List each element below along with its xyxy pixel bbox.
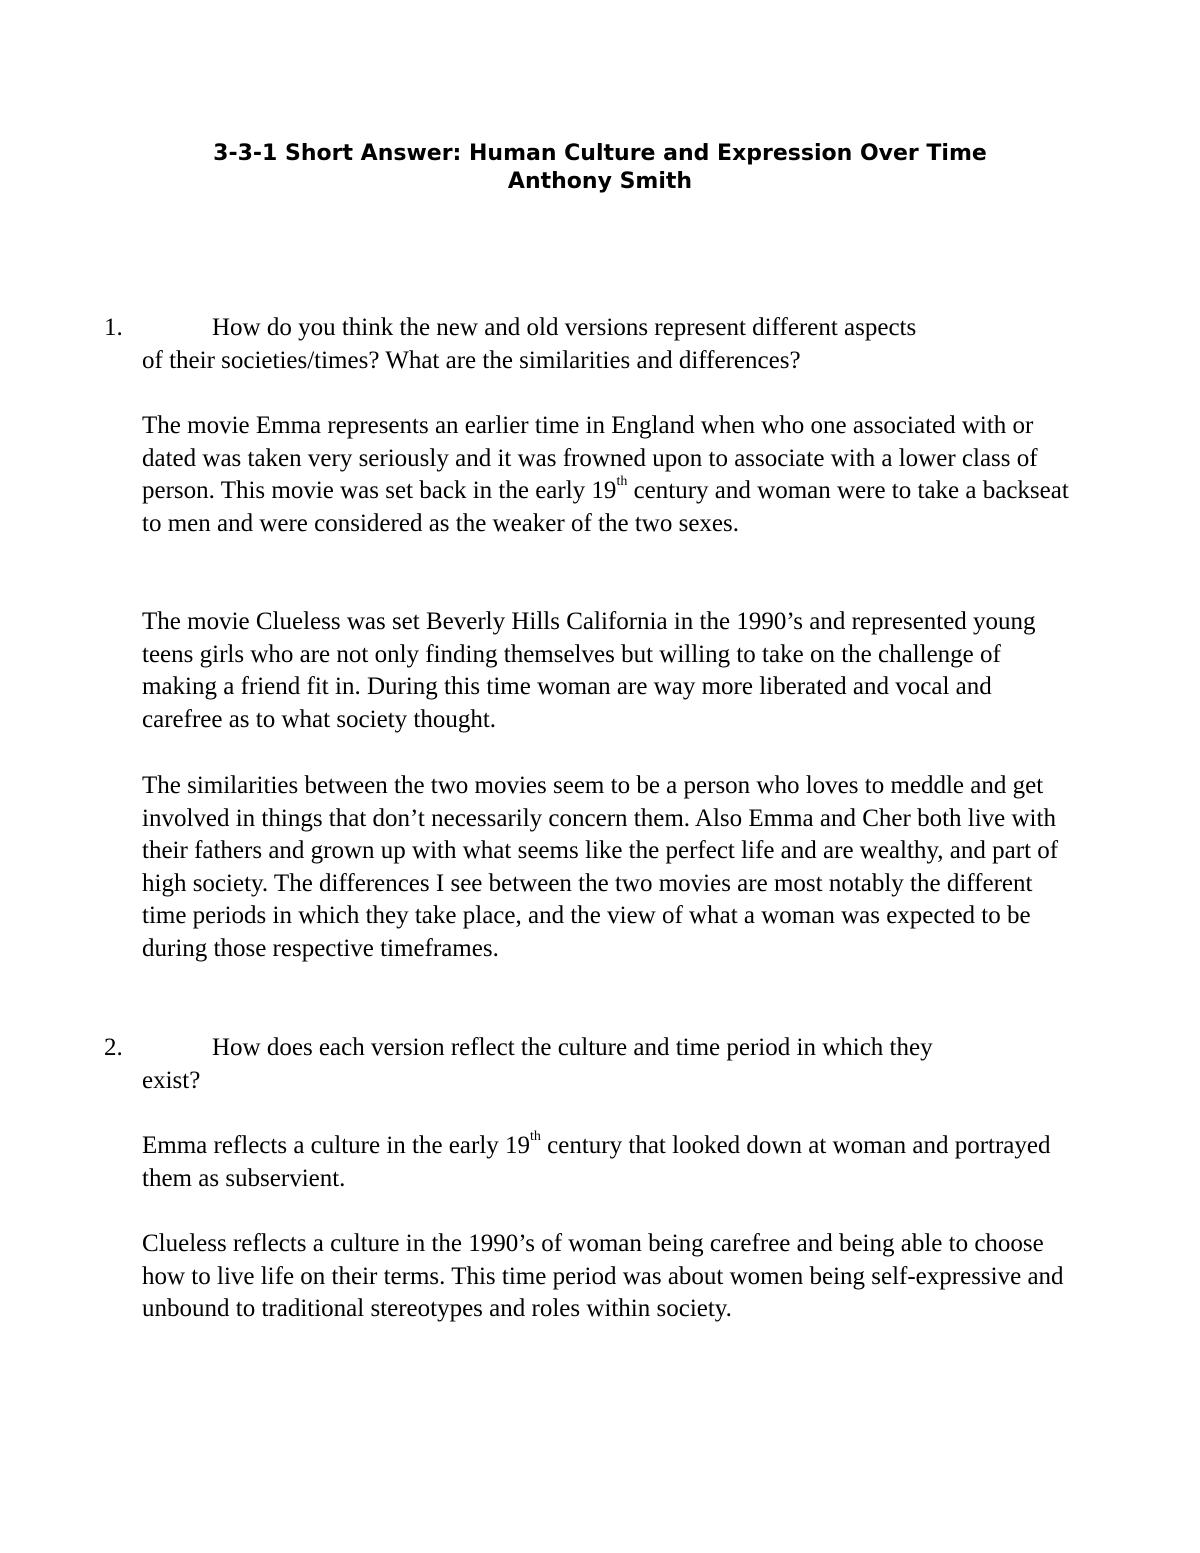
- document-author: Anthony Smith: [507, 169, 693, 194]
- answer-text: century and woman were to take a backseat to men and were considered as the weaker of the two sexes.: [142, 477, 1069, 537]
- answer-text: The movie Emma represents an earlier time in England when who one associated with or dated was taken very seriously and it was frowned upon to associate with a lower class of person. This movie was set back in the early 19: [142, 412, 1038, 505]
- question-prompt-line1: How do you think the new and old versions represent different aspects: [212, 314, 917, 341]
- question-number: 1.: [104, 314, 123, 341]
- question-prompt-line2: exist?: [142, 1067, 201, 1094]
- answer-paragraph: [142, 770, 1072, 966]
- ordinal-superscript: th: [530, 1128, 541, 1144]
- answer-paragraph: [142, 1228, 1072, 1326]
- ordinal-superscript: th: [616, 473, 628, 489]
- answer-text: The movie Clueless was set Beverly Hills California in the 1990’s and represented young teens girls who are not only finding themselves but willing to take on the challenge of making a friend fit in. During this time woman are way more liberated and vocal and carefree as to what society thought.: [142, 608, 1036, 733]
- question-prompt-line2: of their societies/times? What are the similarities and differences?: [142, 347, 801, 374]
- answer-paragraph: [142, 410, 1072, 540]
- answer-paragraph: [142, 606, 1072, 736]
- answer-text: Emma reflects a culture in the early 19: [142, 1132, 531, 1159]
- answer-paragraph: [142, 1130, 1072, 1195]
- answer-text: Clueless reflects a culture in the 1990’s of woman being carefree and being able to choose how to live life on their terms. This time period was about women being self-expressive and unbound to traditional stereotypes and roles within society.: [142, 1230, 1064, 1323]
- document-title: 3-3-1 Short Answer: Human Culture and Expression Over Time: [213, 141, 987, 166]
- question-prompt-line1: How does each version reflect the culture and time period in which they: [212, 1034, 933, 1061]
- question-number: 2.: [104, 1034, 123, 1061]
- answer-text: The similarities between the two movies seem to be a person who loves to meddle and get involved in things that don’t necessarily concern them. Also Emma and Cher both live with their fathers and grown up with what seems like the perfect life and are wealthy, and part of high society. The differences I see between the two movies are most notably the different time periods in which they take place, and the view of what a woman was expected to be during those respective timeframes.: [142, 772, 1059, 962]
- answer-text: century that looked down at woman and portrayed them as subservient.: [142, 1132, 1051, 1192]
- document-header: [100, 140, 1100, 196]
